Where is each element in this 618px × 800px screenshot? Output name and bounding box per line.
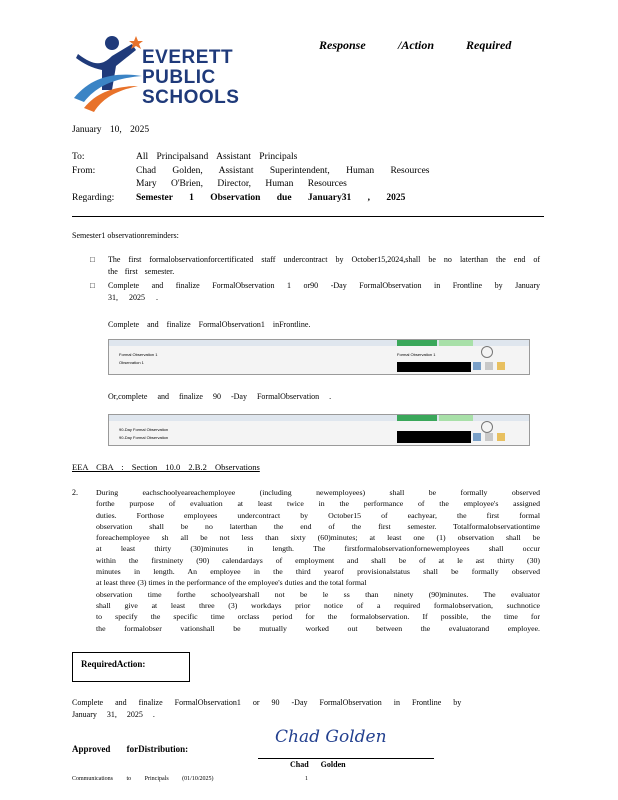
footer-note: Communications to Principals (01/10/2025) [72, 776, 214, 782]
checkbox-bullet-icon: □ [90, 255, 95, 264]
cba-line: the formalobser vationshall be mutually worked out between the evaluatorand employee. [96, 623, 540, 633]
redacted-block [397, 431, 471, 443]
approved-label: Approved forDistribution: [72, 744, 189, 754]
document-icon[interactable] [497, 433, 505, 441]
cba-line: observation time forthe schoolyearshall not be le ss than ninety (90)minutes. The evaluator [96, 589, 540, 599]
everett-public-schools-logo [72, 32, 262, 116]
logo-text-public: PUBLIC [142, 67, 216, 88]
page-number: 1 [305, 776, 308, 782]
logo-figure-icon [72, 32, 144, 116]
cba-line: to specify the specific time orclass period for the formalobservation. If possible, the time for [96, 612, 540, 622]
document-icon[interactable] [497, 362, 505, 370]
cba-line: forthe purpose of evaluation at least twice in the performance of the employee's assigned [96, 499, 540, 509]
from-value-1: Chad Golden, Assistant Superintendent, Human Resources [136, 166, 430, 176]
print-icon[interactable] [485, 433, 493, 441]
intro-text: Semester1 observationreminders: [72, 231, 179, 240]
checkbox-bullet-icon: □ [90, 281, 95, 290]
cba-number: 2. [72, 488, 78, 497]
gear-icon[interactable] [481, 346, 493, 358]
screenshot-col: Formal Observation 1 [397, 352, 436, 357]
logo-text-schools: SCHOOLS [142, 87, 240, 108]
cba-paragraph [96, 487, 540, 634]
from-label: From: [72, 166, 96, 176]
required-action-text-2: January 31, 2025 . [72, 710, 155, 719]
step1-text: Complete and finalize FormalObservation1 inFrontline. [108, 320, 311, 329]
required-action-label: RequiredAction: [81, 659, 146, 669]
redacted-block [397, 362, 471, 372]
status-bar-green [397, 415, 437, 421]
cba-line: duties. Forthose employees undercontract by October15 of eachyear, the first formal [96, 510, 540, 520]
required-label: Required [466, 38, 512, 52]
gear-icon[interactable] [481, 421, 493, 433]
screenshot-row2: 90-Day Formal Observation [119, 435, 169, 440]
signature: Chad Golden [275, 727, 387, 747]
signature-line [258, 758, 434, 759]
from-value-2: Mary O'Brien, Director, Human Resources [136, 179, 347, 189]
regarding-label: Regarding: [72, 193, 115, 203]
bullet-item-1: The first formalobservationforcertificated staff undercontract by October15,2024,shall be no laterthan the end of the first semester. [108, 255, 540, 276]
logo-text-everett: EVERETT [142, 47, 234, 68]
to-label: To: [72, 152, 85, 162]
signer-name: Chad Golden [290, 760, 346, 769]
cba-line: within the firstninety (90) calendardays of employment and shall be of at le ast thirty (30) [96, 555, 540, 565]
cba-heading: EEA CBA : Section 10.0 2.B.2 Observations [72, 462, 260, 472]
edit-icon[interactable] [473, 433, 481, 441]
cba-line: at least three (3) times in the performance of the employee's duties and the total formal [96, 578, 367, 588]
screenshot-row1: 90-Day Formal Observation [119, 427, 169, 432]
cba-line: at least thirty (30)minutes in length. The firstformalobservationfornewemployees shall occur [96, 544, 540, 554]
status-bar-light [439, 415, 473, 421]
frontline-screenshot-1 [108, 339, 530, 375]
regarding-value: Semester 1 Observation due January31 , 2025 [136, 193, 406, 203]
cba-line: During eachschoolyeareachemployee (including newemployees) shall be formally observed [96, 488, 540, 497]
cba-line: foreachemployee sh all be not less than sixty (60)minutes; at least one (1) observation shall be [96, 533, 540, 543]
response-label: Response [319, 38, 366, 52]
action-label: /Action [398, 38, 435, 52]
step2-text: Or,complete and finalize 90 -Day FormalObservation . [108, 392, 332, 401]
screenshot-row1: Formal Observation 1 [119, 352, 158, 357]
frontline-screenshot-2 [108, 414, 530, 446]
print-icon[interactable] [485, 362, 493, 370]
bullet-item-2: Complete and finalize FormalObservation 1 or90 -Day FormalObservation in Frontline by January 31, 2025 . [108, 281, 540, 302]
required-action-text-1: Complete and finalize FormalObservation1 or 90 -Day FormalObservation in Frontline by [72, 698, 462, 707]
cba-line: observation shall be no laterthan the end of the first semester. Totalformalobservationtime [96, 521, 540, 531]
to-value: All Principalsand Assistant Principals [136, 152, 298, 162]
cba-line: minutes in length. An employee in the third yearof provisionalstatus shall be formally observed [96, 567, 540, 577]
cba-line: shall give at least three (3) workdays prior notice of a required formalobservation, suchnotice [96, 600, 540, 610]
status-bar-light [439, 340, 473, 346]
memo-date: January 10, 2025 [72, 125, 150, 135]
required-action-box [72, 652, 190, 682]
edit-icon[interactable] [473, 362, 481, 370]
header-divider [72, 216, 544, 217]
status-bar-green [397, 340, 437, 346]
screenshot-row2: Observation 1 [119, 360, 144, 365]
